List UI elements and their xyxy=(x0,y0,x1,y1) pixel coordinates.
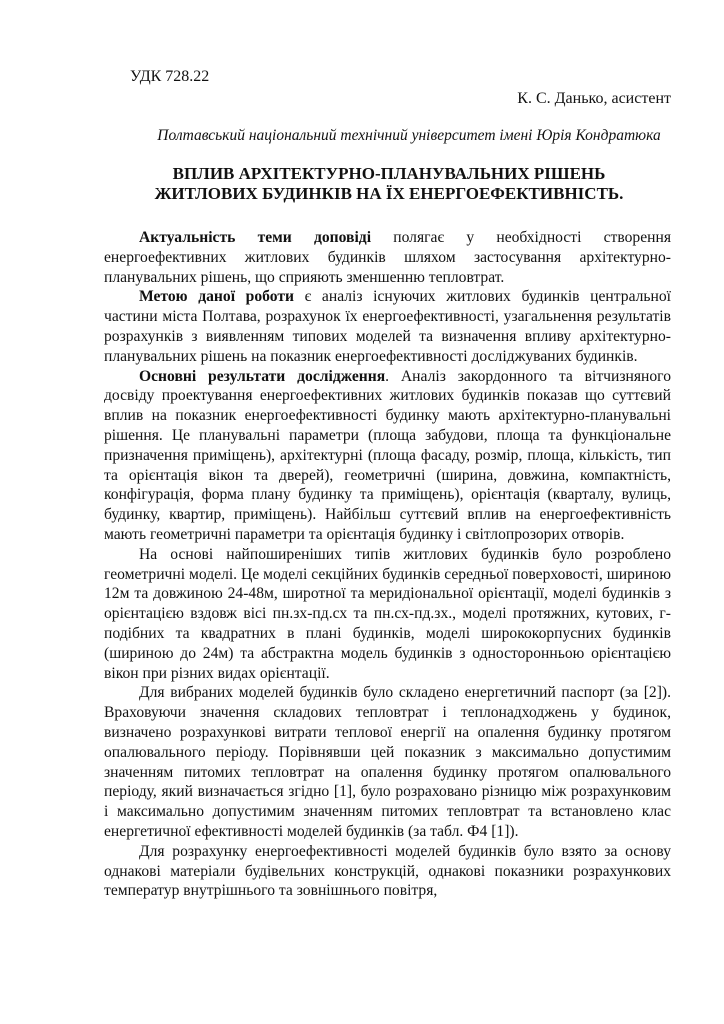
author-line: К. С. Данько, асистент xyxy=(517,90,671,107)
lead-relevance: Актуальність теми доповіді xyxy=(139,229,372,246)
paragraph-models: На основі найпоширеніших типів житлових будинків було розроблено геометричні моделі. Це моделі секційних будинків середньої поверховості, шириною 12м та довжиною 24-48м, широтної та меридіональної орієнтації, моделі будинків з орієнтацією вздовж вісі пн.зх-пд.сх та пн.сх-пд.зх., моделі протяжних, кутових, г-подібних та квадратних в плані будинків, моделі ширококорпусних будинків (шириною до 24м) та абстрактна модель будинків з односторонньою орієнтацією вікон при різних видах орієнтації. xyxy=(104,545,671,682)
paragraph-results xyxy=(104,367,671,545)
text-results: . Аналіз закордонного та вітчизняного досвіду проектування енергоефективних житлових будинків показав що суттєвий вплив на показник енергоефективності будинку мають архітектурно-планувальні рішення. Це планувальні параметри (площа забудови, площа та функціональне призначення приміщень), архітектурні (площа фасаду, розмір, площа, кількість, тип та орієнтація вікон та дверей), геометричні (ширина, довжина, компактність, конфігурація, форма плану будинку та приміщень), орієнтація (кварталу, вулиць, будинку, квартир, приміщень). Найбільш суттєвий вплив на енергоефективність мають геометричні параметри та орієнтація будинку і світлопрозорих отворів. xyxy=(104,367,671,543)
body-text xyxy=(104,228,671,901)
udk-code: УДК 728.22 xyxy=(130,68,210,85)
text-goal: є аналіз існуючих житлових будинків центральної частини міста Полтава, розрахунок їх енергоефективності, узагальнення результатів розрахунків з виявленням типових моделей та визначення впливу архітектурно-планувальних рішень на показник енергоефективності досліджуваних будинків. xyxy=(104,288,671,365)
title-line-2: ЖИТЛОВИХ БУДИНКІВ НА ЇХ ЕНЕРГОЕФЕКТИВНІСТЬ. xyxy=(154,184,624,203)
lead-goal: Метою даної роботи xyxy=(139,288,294,306)
paragraph-passport: Для вибраних моделей будинків було складено енергетичний паспорт (за [2]). Враховуючи значення складових тепловтрат і теплонадходжень у будинок, визначено розрахункові витрати теплової енергії на опалення будинку протягом опалювального періоду. Порівнявши цей показник з максимально допустимим значенням питомих тепловтрат на опалення будинку протягом опалювального періоду, який визначається згідно [1], було розраховано різницю між розрахунковим і максимально допустимим значенням питомих тепловтрат та встановлено клас енергетичної ефективності моделей будинків (за табл. Ф4 [1]). xyxy=(104,684,671,840)
paragraph-relevance xyxy=(104,228,671,287)
text-relevance: полягає у необхідності створення енергоефективних житлових будинків шляхом застосування архітектурно-планувальних рішень, що сприяють зменшенню тепловтрат. xyxy=(104,229,671,286)
title-line-1: ВПЛИВ АРХІТЕКТУРНО-ПЛАНУВАЛЬНИХ РІШЕНЬ xyxy=(172,164,606,183)
paragraph-calculation: Для розрахунку енергоефективності моделей будинків було взято за основу однакові матеріали будівельних конструкцій, однакові показники розрахункових температур внутрішнього та зовнішнього повітря, xyxy=(104,842,671,900)
affiliation: Полтавський національний технічний університет імені Юрія Кондратюка xyxy=(157,127,661,144)
paragraph-goal xyxy=(104,287,671,366)
lead-results: Основні результати дослідження xyxy=(139,367,386,385)
paper-title xyxy=(110,164,668,204)
